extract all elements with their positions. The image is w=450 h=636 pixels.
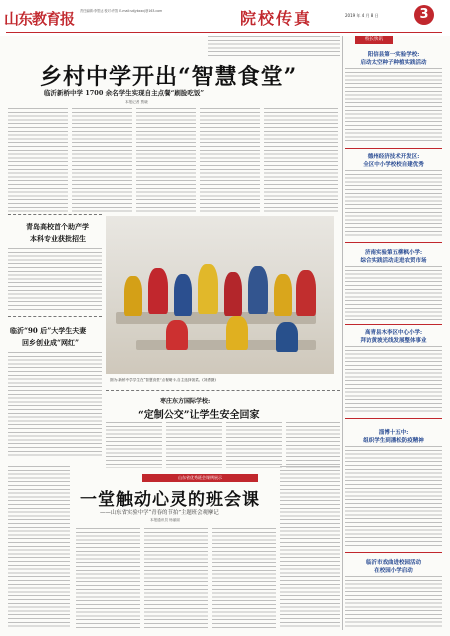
- photo-caption: 图为:新桥中学学生在“智慧食堂”点餐刷卡,自主选择饭菜。(刘勇摄): [110, 378, 216, 382]
- sidebar-item-3-body: [345, 266, 442, 320]
- lead-byline: 本报记者 贾晓: [125, 100, 148, 104]
- sidebar-item-1-subtitle: 启动太空种子种植实践活动: [360, 60, 427, 66]
- bottom-feature-body-3: [212, 528, 276, 628]
- divider: [345, 242, 442, 243]
- middle-story-headline: “定制公交”让学生安全回家: [138, 410, 260, 421]
- sidebar-item-5-body: [345, 446, 442, 548]
- sidebar-item-3-title: 济南实验第五柳枫小学:: [364, 250, 423, 256]
- middle-story-body-3: [226, 422, 282, 468]
- middle-story-body-4: [286, 422, 340, 468]
- left-story-1-body: [8, 248, 102, 310]
- sidebar-item-6-subtitle: 在校园小学启动: [374, 568, 413, 574]
- lead-body-col-2: [72, 108, 132, 212]
- header-rule: [6, 32, 442, 33]
- divider: [8, 316, 102, 317]
- lead-body-col-6: [208, 36, 340, 56]
- left-story-2-headline: 临沂“90 后”大学生夫妻: [10, 326, 87, 335]
- divider: [106, 390, 340, 391]
- left-story-1-headline: 青岛高校首个助产学: [26, 222, 89, 231]
- sidebar-divider: [342, 36, 343, 630]
- page-number-badge: 3: [414, 5, 434, 25]
- masthead: [0, 0, 450, 36]
- issue-date: 2019 年 4 月 8 日: [345, 13, 379, 18]
- editor-info: 责任编辑:李思达 校对:许智 E-mail:sdjybxxcj@163.com: [80, 9, 163, 13]
- middle-story-body-2: [166, 422, 222, 468]
- divider: [345, 552, 442, 553]
- sidebar-item-1-body: [345, 68, 442, 144]
- sidebar-item-1-title: 阳信县第一实验学校:: [367, 52, 420, 58]
- sidebar-item-2-subtitle: 全区中小学校校自建优秀: [363, 162, 424, 168]
- newspaper-logo: 山东教育报: [4, 10, 75, 28]
- sidebar-item-2-body: [345, 170, 442, 238]
- bottom-feature-subheadline: ——山东省实验中学“青春的节拍”主题班会观摩记: [100, 510, 219, 516]
- middle-story-kicker: 枣庄东方国际学校:: [160, 398, 211, 405]
- bottom-feature-headline: 一堂触动心灵的班会课: [80, 490, 260, 510]
- sidebar-item-2-title: 德州经济技术开发区:: [367, 154, 420, 160]
- sidebar-item-6-title: 临沂市戏曲进校园活动: [365, 560, 421, 566]
- bottom-feature-byline: 本报通讯员 杨丽丽: [150, 518, 180, 522]
- left-story-2-headline-line2: 回乡创业成“网红”: [22, 338, 80, 347]
- lead-subheadline: 临沂新桥中学 1700 余名学生实现自主点餐“刷脸吃饭”: [44, 89, 205, 97]
- lead-body-col-1: [8, 108, 68, 212]
- divider: [345, 148, 442, 149]
- sidebar-tag: 校长快讯: [355, 36, 393, 44]
- bottom-feature-body-4: [280, 466, 340, 628]
- divider: [345, 324, 442, 325]
- bottom-feature-body-left: [8, 466, 70, 628]
- bottom-feature-body-2: [144, 528, 208, 628]
- sidebar-item-5-title: 淄博十五中:: [378, 430, 409, 436]
- sidebar-item-4-title: 高青县木李区中心小学:: [364, 330, 423, 336]
- bottom-feature-body-1: [76, 528, 140, 628]
- sidebar-item-3-subtitle: 综合实践活动走进农贸市场: [360, 258, 427, 264]
- sidebar-item-6-body: [345, 576, 442, 628]
- feature-tag: 山东省优秀班会课例展示: [142, 474, 258, 482]
- divider: [8, 214, 102, 215]
- middle-story-body-1: [106, 422, 162, 468]
- students-dining-photo: [106, 216, 334, 374]
- lead-headline: 乡村中学开出“智慧食堂”: [40, 64, 298, 90]
- left-story-2-body: [8, 352, 102, 456]
- divider: [345, 418, 442, 419]
- section-title: 院校传真: [240, 9, 313, 28]
- sidebar-item-4-subtitle: 拜访黄坡光线发展整体事业: [360, 338, 427, 344]
- sidebar-item-5-subtitle: 组织学生到潘松防疫精神: [363, 438, 424, 444]
- lead-body-col-3: [136, 108, 196, 212]
- lead-body-col-5: [264, 108, 338, 212]
- lead-body-col-4: [200, 108, 260, 212]
- left-story-1-headline-line2: 本科专业获批招生: [30, 234, 86, 243]
- sidebar-item-4-body: [345, 346, 442, 414]
